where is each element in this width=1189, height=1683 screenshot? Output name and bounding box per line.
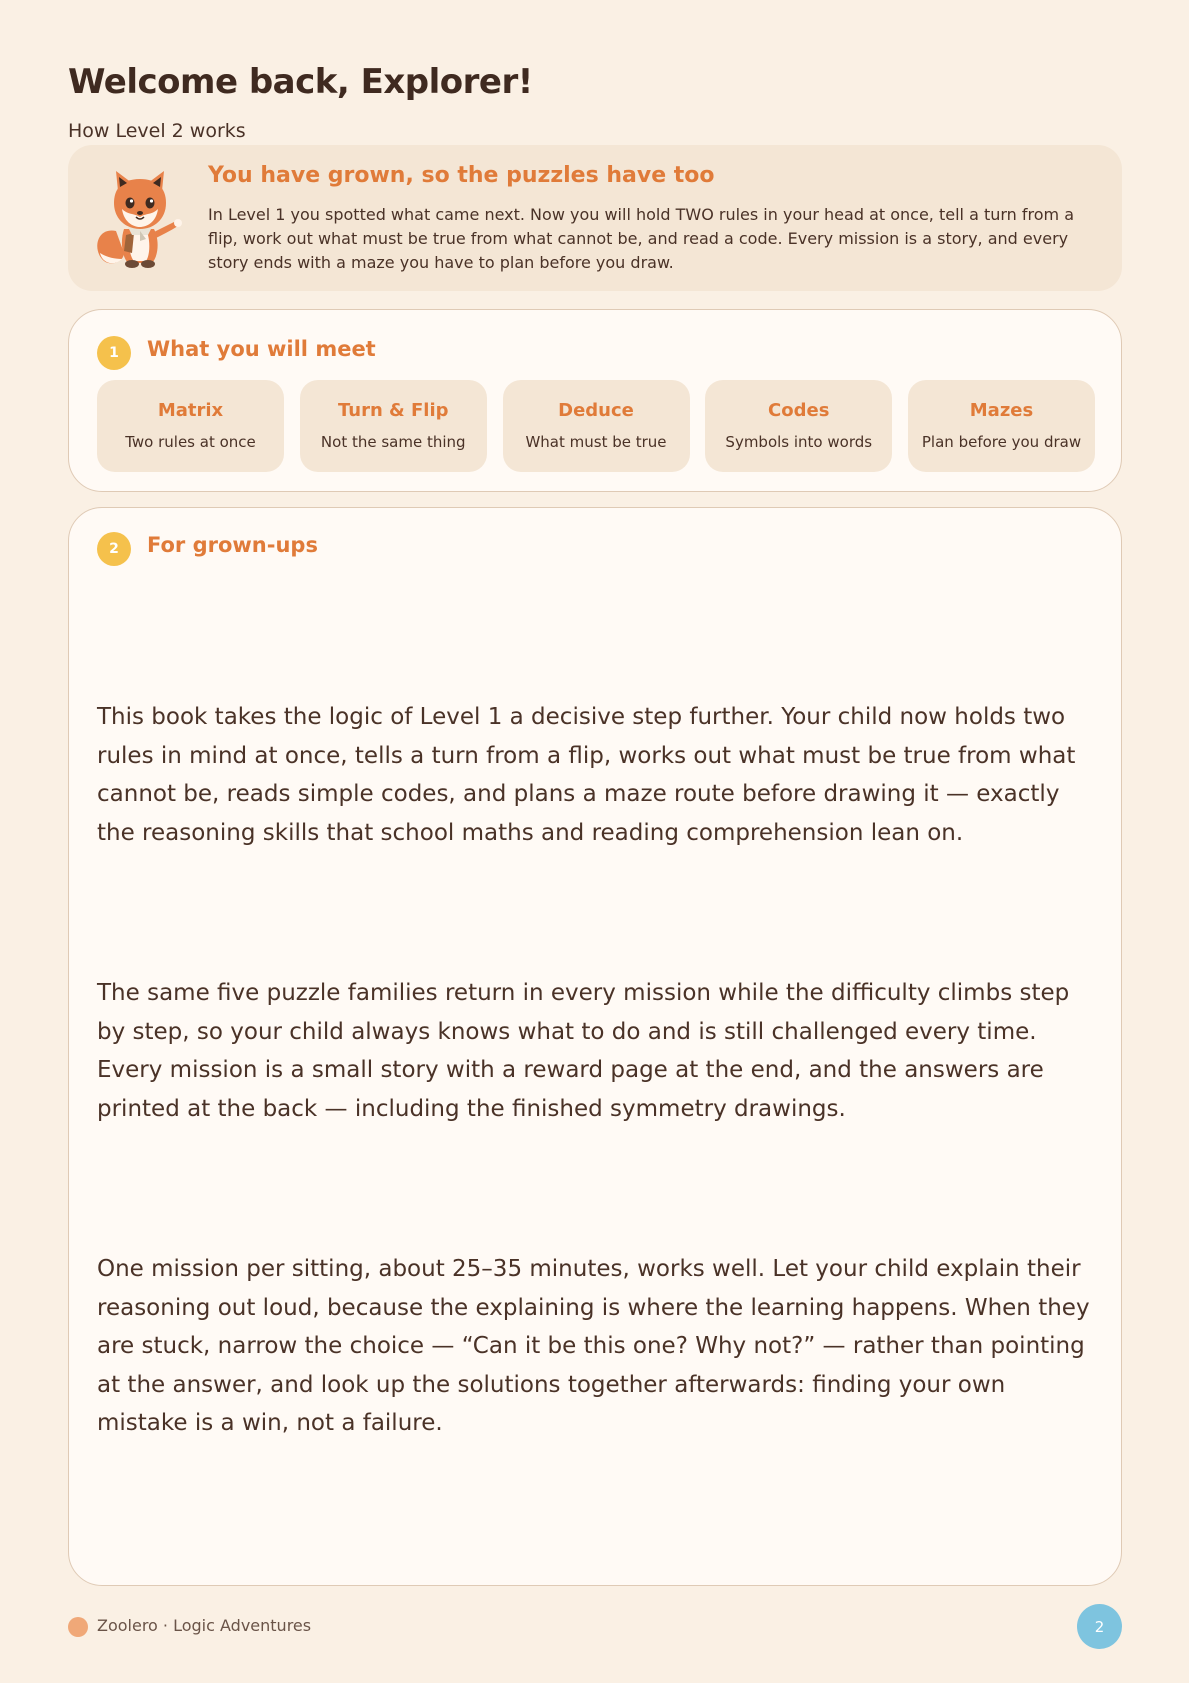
- section-heading: For grown-ups: [147, 533, 318, 557]
- tile-description: Not the same thing: [320, 433, 466, 451]
- tile-description: What must be true: [525, 433, 667, 451]
- intro-body: In Level 1 you spotted what came next. Now you will hold TWO rules in your head at once, tell a turn from a flip, work out what must be true from what cannot be, and read a code. Every mission is a story, and every story ends with a maze you have to plan before you draw.: [208, 205, 1075, 272]
- tile-name: Mazes: [969, 400, 1034, 421]
- tile-description: Plan before you draw: [921, 433, 1082, 451]
- footer-brand-dot: [68, 1617, 88, 1637]
- puzzle-family-tiles: [97, 380, 1095, 472]
- tile-description: Symbols into words: [725, 433, 873, 451]
- section-heading: What you will meet: [147, 337, 376, 361]
- tile-description: Two rules at once: [125, 433, 256, 451]
- tile-name: Codes: [768, 400, 830, 421]
- intro-heading: You have grown, so the puzzles have too: [208, 163, 715, 188]
- page-title: Welcome back, Explorer!: [68, 62, 533, 102]
- section-number-badge: 2: [97, 532, 131, 566]
- tile-name: Turn & Flip: [337, 400, 449, 421]
- tile-name: Matrix: [157, 400, 224, 421]
- tile-codes: [705, 380, 892, 472]
- paragraph-structure: The same five puzzle families return in every mission while the difficulty climbs step by step, so your child always knows what to do and is still challenged every time. Every mission is a small story with a reward page at the end, and the answers are printed at the back — including the finished symmetry drawings.: [97, 980, 1070, 1122]
- page-number-badge: 2: [1077, 1604, 1122, 1649]
- paragraph-overview: This book takes the logic of Level 1 a decisive step further. Your child now holds two rules in mind at once, tells a turn from a flip, works out what must be true from what cannot be, reads simple codes, and plans a maze route before drawing it — exactly the reasoning skills that school maths and reading comprehension lean on.: [97, 704, 1076, 846]
- tile-deduce: [503, 380, 690, 472]
- tile-mazes: [908, 380, 1095, 472]
- paragraph-tips: One mission per sitting, about 25–35 minutes, works well. Let your child explain their reasoning out loud, because the explaining is where the learning happens. When they are stuck, narrow the choice — “Can it be this one? Why not?” — rather than pointing at the answer, and look up the solutions together afterwards: finding your own mistake is a win, not a failure.: [97, 1256, 1090, 1436]
- section-for-grown-ups: [68, 507, 1122, 1586]
- page-subtitle: How Level 2 works: [68, 120, 246, 142]
- section-what-you-will-meet: [68, 309, 1122, 492]
- footer-brand: Zoolero · Logic Adventures: [97, 1616, 312, 1635]
- intro-card: [68, 145, 1122, 291]
- tile-turn-and-flip: [300, 380, 487, 472]
- tile-matrix: [97, 380, 284, 472]
- fox-mascot-icon: [94, 169, 186, 269]
- tile-name: Deduce: [558, 400, 634, 421]
- section-number-badge: 1: [97, 336, 131, 370]
